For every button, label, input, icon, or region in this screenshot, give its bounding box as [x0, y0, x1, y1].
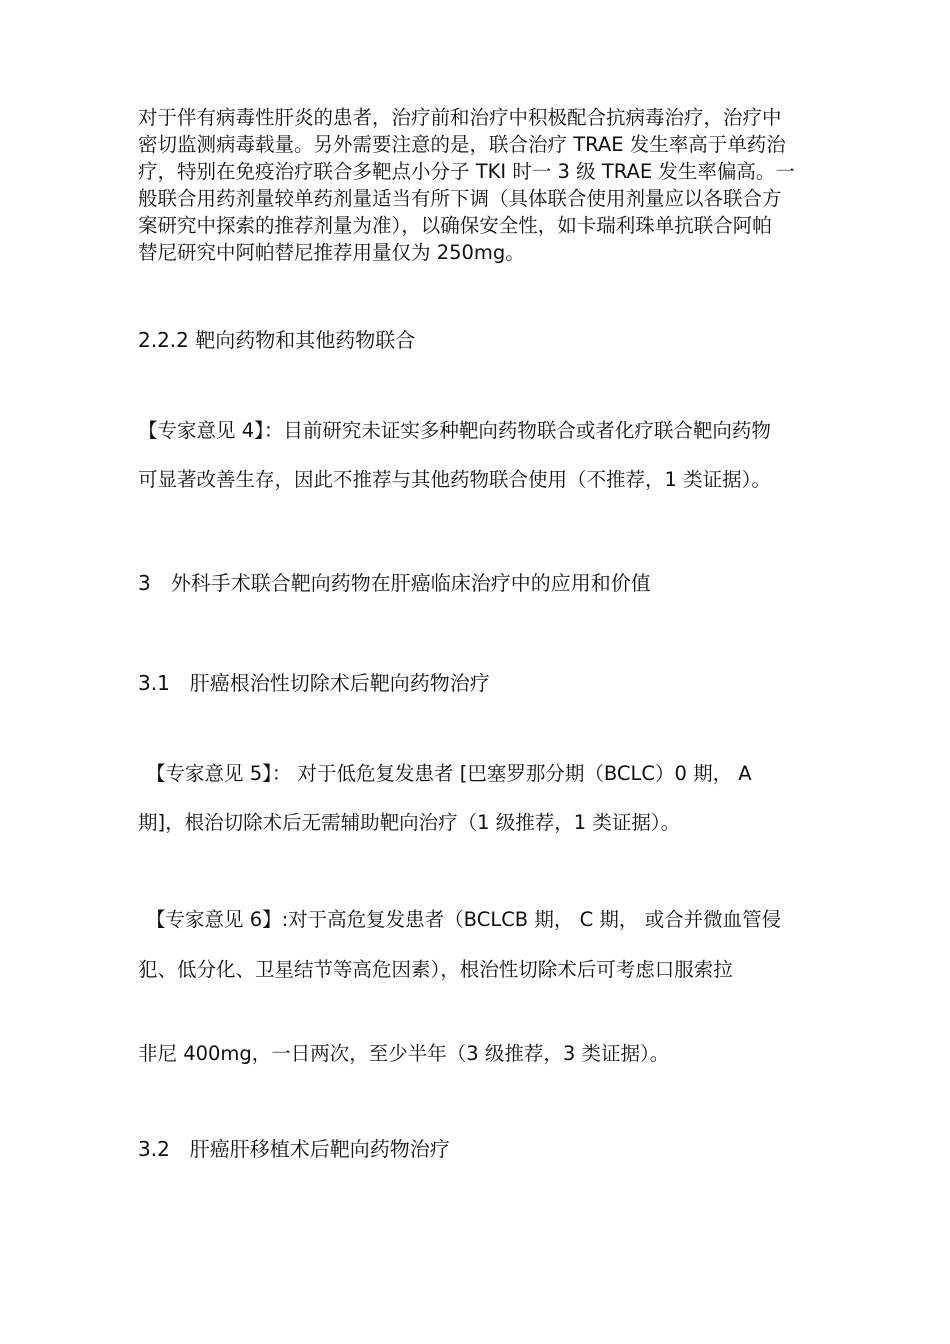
text-line: 非尼 400mg，一日两次，至少半年（3 级推荐，3 类证据）。: [138, 1042, 670, 1065]
intro-paragraph: [138, 104, 795, 266]
text-line: 案研究中探索的推荐剂量为准），以确保安全性，如卡瑞利珠单抗联合阿帕: [138, 214, 772, 237]
expert-opinion-6: [138, 906, 782, 1068]
section-heading-3: 3 外科手术联合靶向药物在肝癌临床治疗中的应用和价值: [138, 571, 651, 595]
text-line: 对于伴有病毒性肝炎的患者，治疗前和治疗中积极配合抗病毒治疗，治疗中: [138, 106, 782, 129]
text-line: 期]，根治切除术后无需辅助靶向治疗（1 级推荐，1 类证据）。: [138, 811, 681, 834]
text-line: 【专家意见 5】： 对于低危复发患者 [巴塞罗那分期（BCLC）0 期， A: [146, 762, 752, 785]
text-line: 【专家意见 6】:对于高危复发患者（BCLCB 期， C 期， 或合并微血管侵: [146, 908, 782, 931]
expert-opinion-5: [138, 760, 752, 837]
text-line: 可显著改善生存，因此不推荐与其他药物联合使用（不推荐，1 类证据）。: [138, 468, 771, 491]
text-line: 疗，特别在免疫治疗联合多靶点小分子 TKI 时一 3 级 TRAE 发生率偏高。一: [138, 160, 795, 183]
section-heading-3-2: 3.2 肝癌肝移植术后靶向药物治疗: [138, 1137, 450, 1161]
section-heading-3-1: 3.1 肝癌根治性切除术后靶向药物治疗: [138, 671, 490, 695]
text-line: 替尼研究中阿帕替尼推荐用量仅为 250mg。: [138, 241, 525, 264]
text-line: 【专家意见 4】：目前研究未证实多种靶向药物联合或者化疗联合靶向药物: [138, 419, 771, 442]
text-line: 密切监测病毒载量。另外需要注意的是，联合治疗 TRAE 发生率高于单药治: [138, 133, 786, 156]
text-line: 犯、低分化、卫星结节等高危因素），根治性切除术后可考虑口服索拉: [138, 958, 733, 981]
text-line: 般联合用药剂量较单药剂量适当有所下调（具体联合使用剂量应以各联合方: [138, 187, 782, 210]
expert-opinion-4: [138, 417, 771, 494]
section-heading-2-2-2: 2.2.2 靶向药物和其他药物联合: [138, 328, 416, 352]
